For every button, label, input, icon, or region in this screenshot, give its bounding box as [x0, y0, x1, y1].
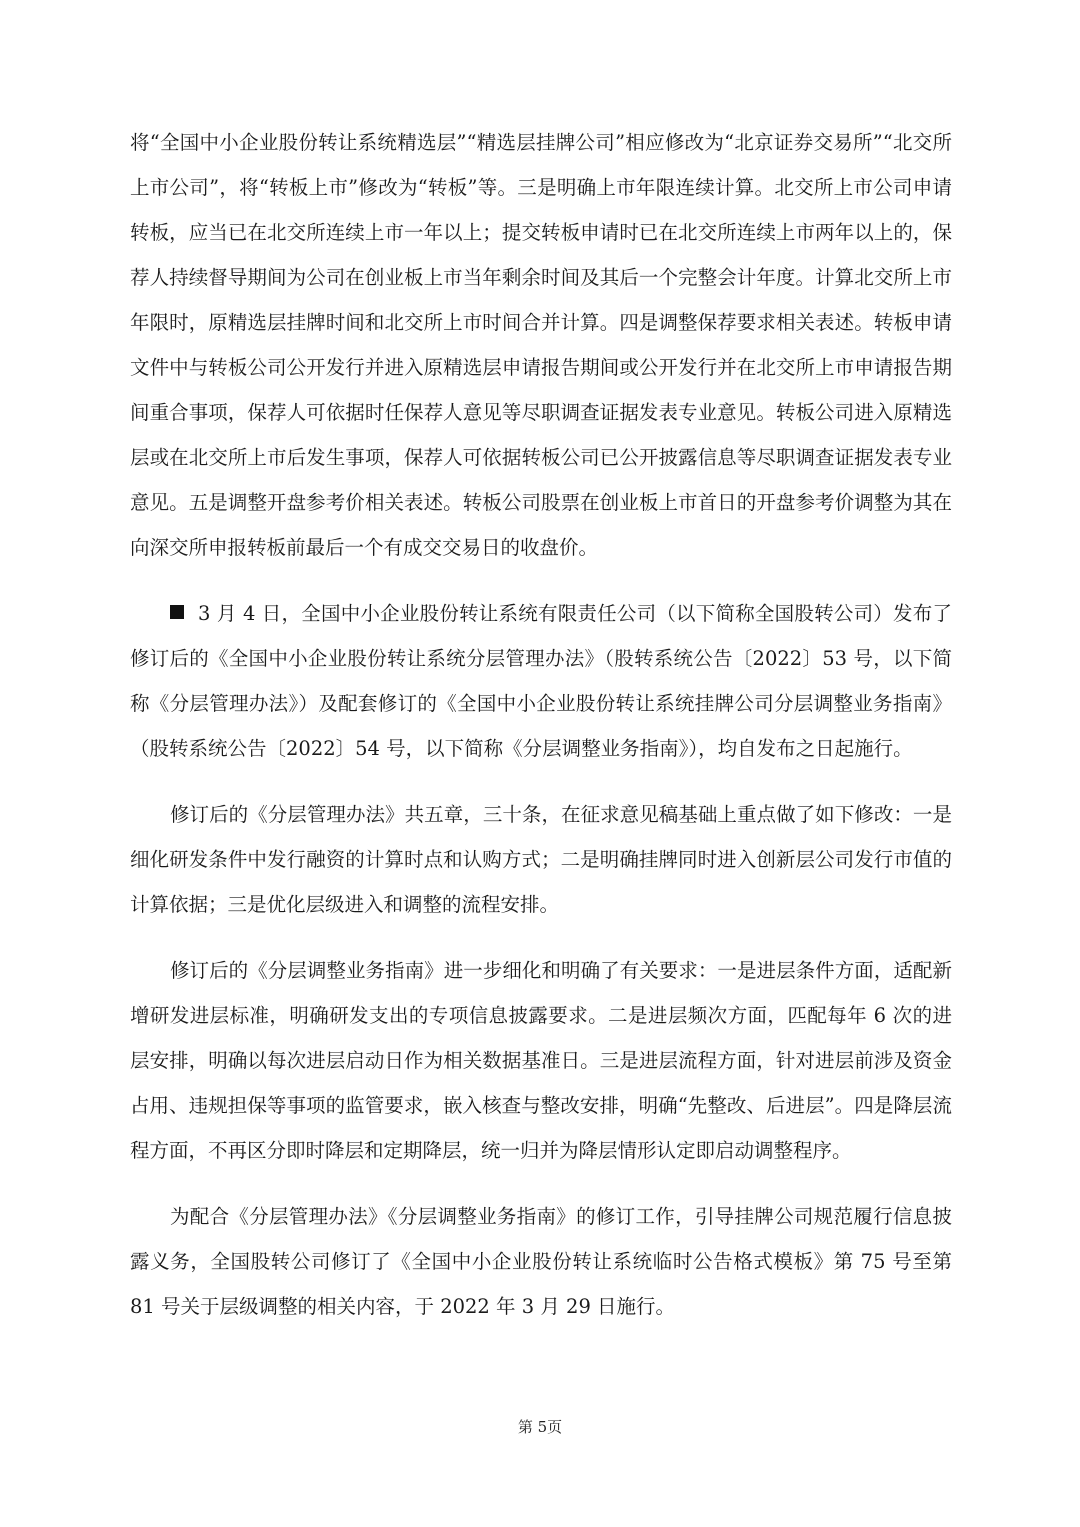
- document-body: [130, 120, 952, 1350]
- paragraph-tiering-guide: 修订后的《分层调整业务指南》进一步细化和明确了有关要求：一是进层条件方面，适配新增研发进层标准，明确研发支出的专项信息披露要求。二是进层频次方面，匹配每年 6 次的进层安排，明确以每次进层启动日作为相关数据基准日。三是进层流程方面，针对进层前涉及资金占用、违规担保等事项的监管要求，嵌入核查与整改安排，明确“先整改、后进层”。四是降层流程方面，不再区分即时降层和定期降层，统一归并为降层情形认定即启动调整程序。: [130, 959, 952, 1162]
- paragraph-tiering-announcement: [130, 591, 952, 771]
- paragraph-transfer-board-rules: 将“全国中小企业股份转让系统精选层”“精选层挂牌公司”相应修改为“北京证券交易所”“北交所上市公司”，将“转板上市”修改为“转板”等。三是明确上市年限连续计算。北交所上市公司申请转板，应当已在北交所连续上市一年以上；提交转板申请时已在北交所连续上市两年以上的，保荐人持续督导期间为公司在创业板上市当年剩余时间及其后一个完整会计年度。计算北交所上市年限时，原精选层挂牌时间和北交所上市时间合并计算。四是调整保荐要求相关表述。转板申请文件中与转板公司公开发行并进入原精选层申请报告期间或公开发行并在北交所上市申请报告期间重合事项，保荐人可依据时任保荐人意见等尽职调查证据发表专业意见。转板公司进入原精选层或在北交所上市后发生事项，保荐人可依据转板公司已公开披露信息等尽职调查证据发表专业意见。五是调整开盘参考价相关表述。转板公司股票在创业板上市首日的开盘参考价调整为其在向深交所申报转板前最后一个有成交交易日的收盘价。: [130, 131, 952, 559]
- paragraph-tiering-measures: 修订后的《分层管理办法》共五章，三十条，在征求意见稿基础上重点做了如下修改：一是细化研发条件中发行融资的计算时点和认购方式；二是明确挂牌同时进入创新层公司发行市值的计算依据；三是优化层级进入和调整的流程安排。: [130, 803, 952, 916]
- paragraph-tiering-announcement-text: 3 月 4 日，全国中小企业股份转让系统有限责任公司（以下简称全国股转公司）发布了修订后的《全国中小企业股份转让系统分层管理办法》（股转系统公告〔2022〕53 号，以下简称《分层管理办法》）及配套修订的《全国中小企业股份转让系统挂牌公司分层调整业务指南》（股转系统公告〔2022〕54 号，以下简称《分层调整业务指南》），均自发布之日起施行。: [130, 602, 952, 760]
- paragraph-announcement-templates: 为配合《分层管理办法》《分层调整业务指南》的修订工作，引导挂牌公司规范履行信息披露义务，全国股转公司修订了《全国中小企业股份转让系统临时公告格式模板》第 75 号至第 81 号关于层级调整的相关内容，于 2022 年 3 月 29 日施行。: [130, 1205, 952, 1318]
- page-number: 第 5页: [517, 1418, 563, 1436]
- black-square-bullet-icon: [170, 605, 184, 619]
